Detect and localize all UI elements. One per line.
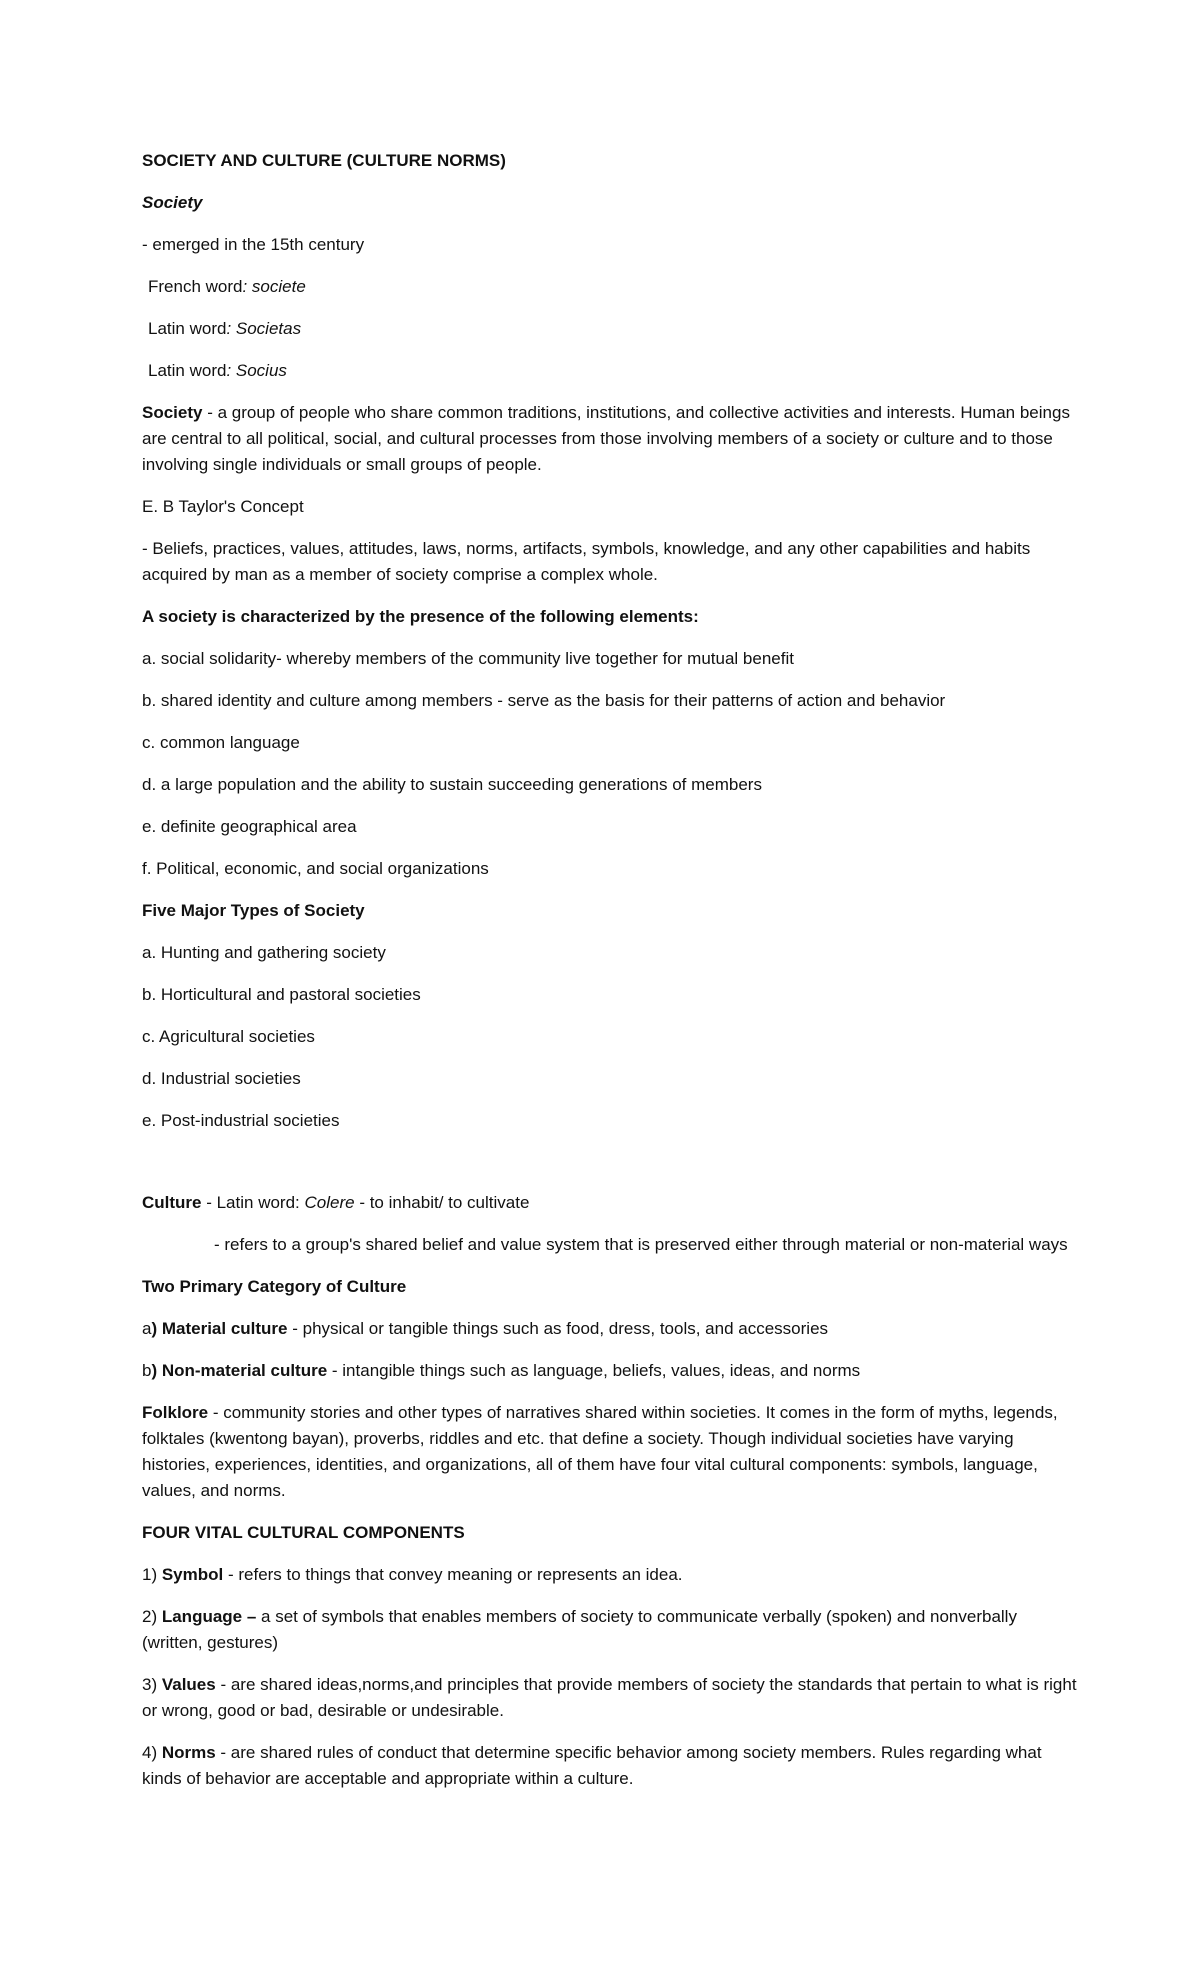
category-material	[142, 1316, 1082, 1342]
list-item: e. definite geographical area	[142, 817, 357, 836]
components-heading: FOUR VITAL CULTURAL COMPONENTS	[142, 1523, 465, 1542]
origin-latin-2-label: Latin word	[148, 361, 227, 380]
folklore-term: Folklore	[142, 1403, 209, 1422]
component-text: - refers to things that convey meaning or represents an idea.	[223, 1565, 683, 1584]
component-num: 3)	[142, 1675, 162, 1694]
origin-emerged: - emerged in the 15th century	[142, 235, 365, 254]
origin-latin-2-word: : Socius	[226, 361, 287, 380]
component-text: a set of symbols that enables members of society to communicate verbally (spoken) and nonverbally (written, gestures)	[142, 1607, 1017, 1652]
component-num: 4)	[142, 1743, 162, 1762]
origin-latin-1-label: Latin word	[148, 319, 227, 338]
origin-french-label: French word	[148, 277, 243, 296]
taylor-heading: E. B Taylor's Concept	[142, 497, 304, 516]
component-language	[142, 1604, 1082, 1656]
component-num: 2)	[142, 1607, 162, 1626]
category-nonmaterial	[142, 1358, 1082, 1384]
list-item: e. Post-industrial societies	[142, 1111, 340, 1130]
component-norms	[142, 1740, 1082, 1792]
list-item: a. Hunting and gathering society	[142, 943, 386, 962]
list-item: a. social solidarity- whereby members of the community live together for mutual benefit	[142, 649, 794, 668]
component-text: - are shared rules of conduct that determine specific behavior among society members. Rules regarding what kinds of behavior are acceptable and appropriate within a culture.	[142, 1743, 1042, 1788]
category-material-prefix: a	[142, 1319, 152, 1338]
component-num: 1)	[142, 1565, 162, 1584]
component-symbol	[142, 1562, 1082, 1588]
list-item: c. Agricultural societies	[142, 1027, 315, 1046]
folklore-text: - community stories and other types of narratives shared within societies. It comes in the form of myths, legends, folktales (kwentong bayan), proverbs, riddles and etc. that define a society. Though individual societies have varying histories, experiences, identities, and organizations, all of them have four vital cultural components: symbols, language, values, and norms.	[142, 1403, 1058, 1500]
origin-french	[142, 274, 1082, 300]
category-nonmaterial-text: - intangible things such as language, beliefs, values, ideas, and norms	[327, 1361, 861, 1380]
list-item: f. Political, economic, and social organizations	[142, 859, 489, 878]
culture-word: Colere	[304, 1193, 355, 1212]
folklore-definition	[142, 1400, 1082, 1504]
culture-def-text: - refers to a group's shared belief and value system that is preserved either through material or non-material ways	[214, 1235, 1068, 1254]
society-term: Society	[142, 403, 203, 422]
category-material-text: - physical or tangible things such as food, dress, tools, and accessories	[287, 1319, 829, 1338]
document-page	[142, 148, 1082, 1808]
component-term: Norms	[161, 1743, 216, 1762]
types-heading: Five Major Types of Society	[142, 901, 365, 920]
culture-pre: - Latin word:	[201, 1193, 305, 1212]
category-nonmaterial-term: ) Non-material culture	[151, 1361, 328, 1380]
society-heading: Society	[142, 193, 203, 212]
list-item: b. Horticultural and pastoral societies	[142, 985, 421, 1004]
component-text: - are shared ideas,norms,and principles that provide members of society the standards that pertain to what is right or wrong, good or bad, desirable or undesirable.	[142, 1675, 1077, 1720]
society-def-text: - a group of people who share common traditions, institutions, and collective activities and interests. Human beings are central to all political, social, and cultural processes from those involving members of a society or culture and to those involving single individuals or small groups of people.	[142, 403, 1070, 474]
section-spacer	[142, 1150, 1082, 1190]
category-material-term: ) Material culture	[151, 1319, 288, 1338]
list-item: d. a large population and the ability to sustain succeeding generations of members	[142, 775, 762, 794]
list-item: d. Industrial societies	[142, 1069, 301, 1088]
society-definition	[142, 400, 1082, 478]
document-title: SOCIETY AND CULTURE (CULTURE NORMS)	[142, 151, 506, 170]
culture-post: - to inhabit/ to cultivate	[354, 1193, 530, 1212]
origin-french-word: : societe	[242, 277, 306, 296]
list-item: c. common language	[142, 733, 300, 752]
component-term: Values	[161, 1675, 216, 1694]
culture-definition	[142, 1190, 1082, 1216]
taylor-text: - Beliefs, practices, values, attitudes, laws, norms, artifacts, symbols, knowledge, and any other capabilities and habits acquired by man as a member of society comprise a complex whole.	[142, 539, 1031, 584]
origin-latin-2	[142, 358, 1082, 384]
elements-heading: A society is characterized by the presence of the following elements:	[142, 607, 699, 626]
component-values	[142, 1672, 1082, 1724]
categories-heading: Two Primary Category of Culture	[142, 1277, 407, 1296]
component-term: Symbol	[161, 1565, 224, 1584]
component-term: Language –	[161, 1607, 257, 1626]
category-nonmaterial-prefix: b	[142, 1361, 152, 1380]
origin-latin-1-word: : Societas	[226, 319, 302, 338]
origin-latin-1	[142, 316, 1082, 342]
list-item: b. shared identity and culture among members - serve as the basis for their patterns of action and behavior	[142, 691, 946, 710]
culture-term: Culture	[142, 1193, 202, 1212]
